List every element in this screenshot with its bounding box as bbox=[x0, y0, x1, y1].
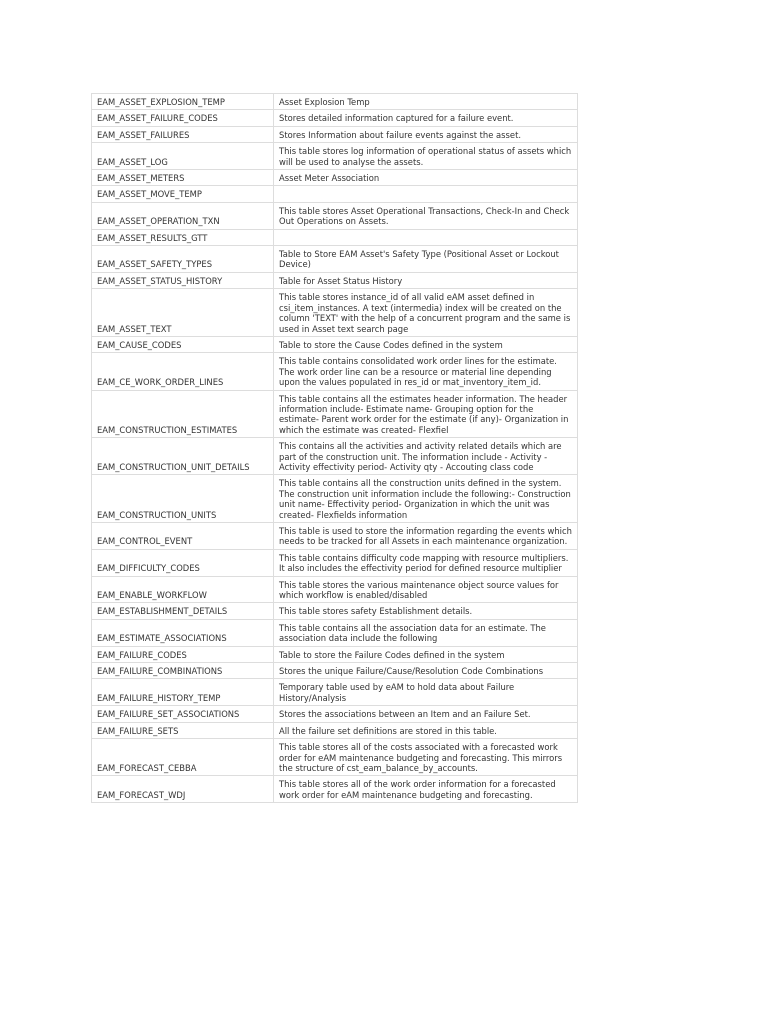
table-row bbox=[92, 94, 578, 110]
table-name-cell: EAM_DIFFICULTY_CODES bbox=[92, 549, 274, 576]
table-description-cell: Stores the unique Failure/Cause/Resolution Code Combinations bbox=[274, 663, 578, 679]
table-row bbox=[92, 186, 578, 202]
table-description-cell: Asset Explosion Temp bbox=[274, 94, 578, 110]
table-description-cell: This table stores Asset Operational Transactions, Check-In and Check Out Operations on Assets. bbox=[274, 202, 578, 229]
table-name-cell: EAM_CONSTRUCTION_ESTIMATES bbox=[92, 390, 274, 438]
table-row bbox=[92, 126, 578, 142]
table-name-cell: EAM_ESTABLISHMENT_DETAILS bbox=[92, 603, 274, 619]
table-description-cell: Asset Meter Association bbox=[274, 170, 578, 186]
table-description-cell: This contains all the activities and activity related details which are part of the construction unit. The information include - Activity - Activity effectivity period- Activity qty - Accouting class code bbox=[274, 438, 578, 475]
table-name-cell: EAM_ASSET_RESULTS_GTT bbox=[92, 229, 274, 245]
table-description-cell: This table contains all the construction units defined in the system. The construction unit information include the following:- Construction unit name- Effectivity period- Organization in which the unit was created- Flexfields information bbox=[274, 475, 578, 523]
table-name-cell: EAM_FAILURE_HISTORY_TEMP bbox=[92, 679, 274, 706]
table-name-cell: EAM_ASSET_OPERATION_TXN bbox=[92, 202, 274, 229]
table-row bbox=[92, 272, 578, 288]
table-row bbox=[92, 229, 578, 245]
table-name-cell: EAM_CONSTRUCTION_UNITS bbox=[92, 475, 274, 523]
table-row bbox=[92, 475, 578, 523]
table-description-cell: Stores detailed information captured for a failure event. bbox=[274, 110, 578, 126]
table-row bbox=[92, 706, 578, 722]
table-row bbox=[92, 390, 578, 438]
table-row bbox=[92, 438, 578, 475]
table-row bbox=[92, 663, 578, 679]
table-row bbox=[92, 776, 578, 803]
table-name-cell: EAM_ENABLE_WORKFLOW bbox=[92, 576, 274, 603]
table-name-cell: EAM_FAILURE_COMBINATIONS bbox=[92, 663, 274, 679]
table-name-cell: EAM_ASSET_MOVE_TEMP bbox=[92, 186, 274, 202]
table-name-cell: EAM_ASSET_METERS bbox=[92, 170, 274, 186]
table-row bbox=[92, 289, 578, 337]
table-row bbox=[92, 722, 578, 738]
table-description-cell: This table contains all the association data for an estimate. The association data include the following bbox=[274, 619, 578, 646]
table-description-cell: This table contains all the estimates header information. The header information include- Estimate name- Grouping option for the estimate- Parent work order for the estimate (if any)- Organization in which the estimate was created- Flexfiel bbox=[274, 390, 578, 438]
table-description-cell: This table stores all of the costs associated with a forecasted work order for eAM maintenance budgeting and forecasting. This mirrors the structure of cst_eam_balance_by_accounts. bbox=[274, 739, 578, 776]
table-name-cell: EAM_ASSET_TEXT bbox=[92, 289, 274, 337]
table-name-cell: EAM_ESTIMATE_ASSOCIATIONS bbox=[92, 619, 274, 646]
table-row bbox=[92, 603, 578, 619]
table-description-cell: This table stores instance_id of all valid eAM asset defined in csi_item_instances. A text (intermedia) index will be created on the column 'TEXT' with the help of a concurrent program and the same is used in Asset text search page bbox=[274, 289, 578, 337]
table-description-cell: This table stores safety Establishment details. bbox=[274, 603, 578, 619]
table-row bbox=[92, 679, 578, 706]
document-page bbox=[91, 93, 577, 803]
table-row bbox=[92, 143, 578, 170]
table-row bbox=[92, 170, 578, 186]
table-row bbox=[92, 353, 578, 390]
table-description-cell: Stores the associations between an Item and an Failure Set. bbox=[274, 706, 578, 722]
table-name-cell: EAM_ASSET_SAFETY_TYPES bbox=[92, 246, 274, 273]
table-row bbox=[92, 576, 578, 603]
table-name-cell: EAM_FAILURE_SETS bbox=[92, 722, 274, 738]
table-description-cell bbox=[274, 229, 578, 245]
table-name-cell: EAM_ASSET_LOG bbox=[92, 143, 274, 170]
table-name-cell: EAM_CE_WORK_ORDER_LINES bbox=[92, 353, 274, 390]
table-row bbox=[92, 110, 578, 126]
table-row bbox=[92, 523, 578, 550]
table-row bbox=[92, 619, 578, 646]
table-description-cell: This table stores log information of operational status of assets which will be used to analyse the assets. bbox=[274, 143, 578, 170]
table-row bbox=[92, 646, 578, 662]
table-row bbox=[92, 202, 578, 229]
table-description-cell: Table for Asset Status History bbox=[274, 272, 578, 288]
table-row bbox=[92, 246, 578, 273]
table-body bbox=[92, 94, 578, 803]
table-description-cell: This table stores the various maintenance object source values for which workflow is enabled/disabled bbox=[274, 576, 578, 603]
table-row bbox=[92, 739, 578, 776]
table-name-cell: EAM_CONSTRUCTION_UNIT_DETAILS bbox=[92, 438, 274, 475]
table-description-cell: Table to Store EAM Asset's Safety Type (Positional Asset or Lockout Device) bbox=[274, 246, 578, 273]
table-description-cell: This table stores all of the work order information for a forecasted work order for eAM maintenance budgeting and forecasting. bbox=[274, 776, 578, 803]
table-name-cell: EAM_FORECAST_CEBBA bbox=[92, 739, 274, 776]
table-name-cell: EAM_FORECAST_WDJ bbox=[92, 776, 274, 803]
table-row bbox=[92, 549, 578, 576]
table-name-cell: EAM_ASSET_EXPLOSION_TEMP bbox=[92, 94, 274, 110]
table-name-cell: EAM_FAILURE_SET_ASSOCIATIONS bbox=[92, 706, 274, 722]
table-description-cell: This table contains difficulty code mapping with resource multipliers. It also includes the effectivity period for defined resource multiplier bbox=[274, 549, 578, 576]
table-description-cell: All the failure set definitions are stored in this table. bbox=[274, 722, 578, 738]
table-name-cell: EAM_ASSET_FAILURES bbox=[92, 126, 274, 142]
table-description-cell: Stores Information about failure events against the asset. bbox=[274, 126, 578, 142]
table-description-cell: Table to store the Cause Codes defined in the system bbox=[274, 336, 578, 352]
table-description-cell: This table is used to store the information regarding the events which needs to be tracked for all Assets in each maintenance organization. bbox=[274, 523, 578, 550]
table-description-cell bbox=[274, 186, 578, 202]
table-name-cell: EAM_CAUSE_CODES bbox=[92, 336, 274, 352]
table-name-cell: EAM_CONTROL_EVENT bbox=[92, 523, 274, 550]
table-description-cell: Temporary table used by eAM to hold data about Failure History/Analysis bbox=[274, 679, 578, 706]
table-description-cell: Table to store the Failure Codes defined in the system bbox=[274, 646, 578, 662]
eam-tables-list bbox=[91, 93, 578, 803]
table-name-cell: EAM_ASSET_STATUS_HISTORY bbox=[92, 272, 274, 288]
table-description-cell: This table contains consolidated work order lines for the estimate. The work order line can be a resource or material line depending upon the values populated in res_id or mat_inventory_item_id. bbox=[274, 353, 578, 390]
table-row bbox=[92, 336, 578, 352]
table-name-cell: EAM_FAILURE_CODES bbox=[92, 646, 274, 662]
table-name-cell: EAM_ASSET_FAILURE_CODES bbox=[92, 110, 274, 126]
